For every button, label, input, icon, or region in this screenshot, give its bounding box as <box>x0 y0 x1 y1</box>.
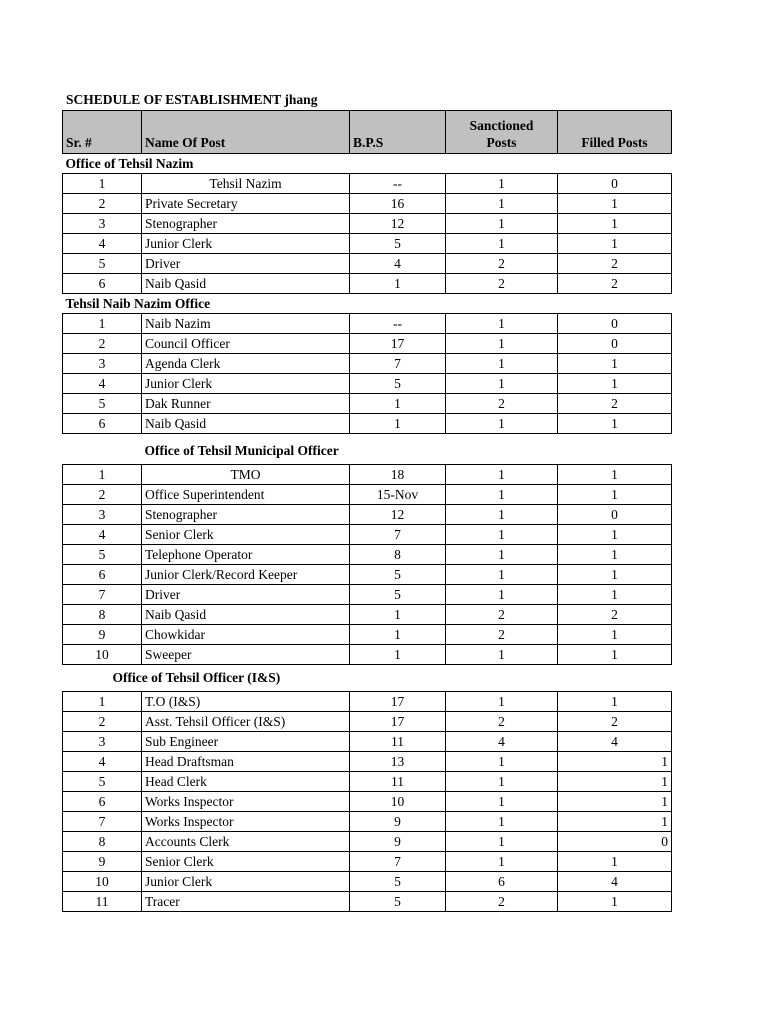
cell-filled: 1 <box>558 374 672 394</box>
cell-sanctioned: 1 <box>446 174 558 194</box>
cell-name-of-post: Head Clerk <box>142 772 350 792</box>
table-row <box>63 485 672 505</box>
cell-bps: 13 <box>350 752 446 772</box>
section-header-row <box>63 665 672 692</box>
cell-sanctioned: 4 <box>446 732 558 752</box>
table-row <box>63 812 672 832</box>
cell-filled: 2 <box>558 274 672 294</box>
table-row <box>63 394 672 414</box>
cell-name-of-post: Driver <box>142 254 350 274</box>
cell-filled: 1 <box>558 792 672 812</box>
cell-filled: 1 <box>558 852 672 872</box>
cell-bps: 5 <box>350 872 446 892</box>
cell-bps: 9 <box>350 832 446 852</box>
section-title: Office of Tehsil Nazim <box>63 154 672 174</box>
cell-sr: 5 <box>63 254 142 274</box>
table-row <box>63 194 672 214</box>
cell-bps: 7 <box>350 525 446 545</box>
cell-bps: 17 <box>350 712 446 732</box>
section-title: Office of Tehsil Municipal Officer <box>63 434 672 465</box>
cell-filled: 1 <box>558 625 672 645</box>
cell-filled: 4 <box>558 872 672 892</box>
cell-sanctioned: 1 <box>446 692 558 712</box>
table-row <box>63 752 672 772</box>
cell-filled: 1 <box>558 354 672 374</box>
cell-name-of-post: Telephone Operator <box>142 545 350 565</box>
cell-sanctioned: 1 <box>446 314 558 334</box>
cell-name-of-post: Naib Qasid <box>142 605 350 625</box>
section-header-row <box>63 154 672 174</box>
cell-sr: 3 <box>63 354 142 374</box>
cell-filled: 1 <box>558 565 672 585</box>
cell-filled: 1 <box>558 525 672 545</box>
cell-bps: 17 <box>350 692 446 712</box>
table-row <box>63 334 672 354</box>
cell-name-of-post: Private Secretary <box>142 194 350 214</box>
cell-name-of-post: Naib Qasid <box>142 414 350 434</box>
cell-sanctioned: 1 <box>446 465 558 485</box>
cell-name-of-post: Junior Clerk <box>142 872 350 892</box>
cell-sanctioned: 1 <box>446 485 558 505</box>
cell-name-of-post: Works Inspector <box>142 792 350 812</box>
cell-name-of-post: Tehsil Nazim <box>142 174 350 194</box>
cell-sr: 1 <box>63 692 142 712</box>
cell-sr: 1 <box>63 314 142 334</box>
cell-bps: 5 <box>350 565 446 585</box>
cell-name-of-post: Works Inspector <box>142 812 350 832</box>
cell-sanctioned: 1 <box>446 585 558 605</box>
cell-bps: -- <box>350 174 446 194</box>
table-row <box>63 585 672 605</box>
cell-sr: 2 <box>63 485 142 505</box>
cell-bps: 8 <box>350 545 446 565</box>
table-row <box>63 354 672 374</box>
cell-sr: 6 <box>63 414 142 434</box>
cell-name-of-post: Tracer <box>142 892 350 912</box>
cell-sr: 6 <box>63 274 142 294</box>
cell-sr: 4 <box>63 234 142 254</box>
table-row <box>63 254 672 274</box>
cell-bps: 1 <box>350 605 446 625</box>
cell-filled: 1 <box>558 772 672 792</box>
header-row <box>63 111 672 154</box>
document-title: SCHEDULE OF ESTABLISHMENT jhang <box>66 92 318 107</box>
cell-filled: 0 <box>558 832 672 852</box>
header-sanctioned-line2: Posts <box>486 135 517 150</box>
table-row <box>63 545 672 565</box>
header-sanctioned-line1: Sanctioned <box>469 118 534 133</box>
table-row <box>63 525 672 545</box>
section-header-row <box>63 294 672 314</box>
cell-bps: 11 <box>350 732 446 752</box>
cell-bps: 1 <box>350 645 446 665</box>
header-sanctioned-posts <box>446 111 558 154</box>
cell-sanctioned: 1 <box>446 194 558 214</box>
cell-filled: 1 <box>558 812 672 832</box>
section-title: Tehsil Naib Nazim Office <box>63 294 672 314</box>
cell-sanctioned: 1 <box>446 525 558 545</box>
cell-name-of-post: Sub Engineer <box>142 732 350 752</box>
table-row <box>63 892 672 912</box>
cell-sanctioned: 1 <box>446 645 558 665</box>
header-bps: B.P.S <box>350 111 446 154</box>
cell-bps: 1 <box>350 625 446 645</box>
cell-bps: 16 <box>350 194 446 214</box>
table-row <box>63 772 672 792</box>
cell-sr: 5 <box>63 394 142 414</box>
cell-filled: 2 <box>558 254 672 274</box>
cell-name-of-post: Junior Clerk <box>142 234 350 254</box>
cell-sr: 4 <box>63 374 142 394</box>
cell-sr: 10 <box>63 872 142 892</box>
cell-sanctioned: 2 <box>446 625 558 645</box>
cell-filled: 0 <box>558 505 672 525</box>
cell-sanctioned: 1 <box>446 852 558 872</box>
table-body <box>63 154 672 912</box>
table-row <box>63 234 672 254</box>
cell-filled: 1 <box>558 214 672 234</box>
table-row <box>63 214 672 234</box>
cell-bps: 7 <box>350 852 446 872</box>
cell-filled: 2 <box>558 605 672 625</box>
cell-name-of-post: Stenographer <box>142 505 350 525</box>
cell-bps: 12 <box>350 505 446 525</box>
cell-sanctioned: 2 <box>446 394 558 414</box>
cell-filled: 1 <box>558 545 672 565</box>
header-name-of-post: Name Of Post <box>142 111 350 154</box>
table-row <box>63 565 672 585</box>
cell-sanctioned: 1 <box>446 414 558 434</box>
cell-name-of-post: Head Draftsman <box>142 752 350 772</box>
table-row <box>63 374 672 394</box>
cell-filled: 1 <box>558 465 672 485</box>
cell-sanctioned: 1 <box>446 334 558 354</box>
table-row <box>63 605 672 625</box>
cell-bps: 4 <box>350 254 446 274</box>
cell-sr: 2 <box>63 712 142 732</box>
table-row <box>63 465 672 485</box>
cell-sanctioned: 2 <box>446 605 558 625</box>
cell-sanctioned: 1 <box>446 545 558 565</box>
cell-sanctioned: 1 <box>446 812 558 832</box>
cell-filled: 1 <box>558 485 672 505</box>
cell-bps: -- <box>350 314 446 334</box>
cell-filled: 2 <box>558 394 672 414</box>
cell-sr: 4 <box>63 525 142 545</box>
cell-bps: 1 <box>350 274 446 294</box>
cell-sr: 2 <box>63 194 142 214</box>
header-filled-posts: Filled Posts <box>558 111 672 154</box>
cell-sr: 6 <box>63 792 142 812</box>
cell-filled: 1 <box>558 414 672 434</box>
table-row <box>63 692 672 712</box>
cell-filled: 0 <box>558 334 672 354</box>
cell-filled: 1 <box>558 692 672 712</box>
cell-name-of-post: Asst. Tehsil Officer (I&S) <box>142 712 350 732</box>
cell-sr: 8 <box>63 832 142 852</box>
section-header-row <box>63 434 672 465</box>
cell-filled: 1 <box>558 892 672 912</box>
cell-bps: 17 <box>350 334 446 354</box>
cell-filled: 2 <box>558 712 672 732</box>
cell-bps: 1 <box>350 394 446 414</box>
cell-sr: 3 <box>63 505 142 525</box>
table-row <box>63 792 672 812</box>
cell-sr: 9 <box>63 625 142 645</box>
cell-name-of-post: Junior Clerk <box>142 374 350 394</box>
cell-bps: 15-Nov <box>350 485 446 505</box>
cell-name-of-post: T.O (I&S) <box>142 692 350 712</box>
cell-sr: 4 <box>63 752 142 772</box>
table-row <box>63 274 672 294</box>
cell-sanctioned: 2 <box>446 254 558 274</box>
cell-name-of-post: Stenographer <box>142 214 350 234</box>
cell-filled: 0 <box>558 174 672 194</box>
cell-sr: 5 <box>63 772 142 792</box>
table-row <box>63 314 672 334</box>
cell-bps: 5 <box>350 234 446 254</box>
cell-sanctioned: 1 <box>446 752 558 772</box>
cell-sr: 1 <box>63 465 142 485</box>
cell-bps: 7 <box>350 354 446 374</box>
cell-bps: 18 <box>350 465 446 485</box>
section-title: Office of Tehsil Officer (I&S) <box>63 665 672 692</box>
cell-name-of-post: Chowkidar <box>142 625 350 645</box>
table-row <box>63 712 672 732</box>
table-row <box>63 505 672 525</box>
table-row <box>63 625 672 645</box>
cell-name-of-post: Junior Clerk/Record Keeper <box>142 565 350 585</box>
table-row <box>63 174 672 194</box>
table-row <box>63 872 672 892</box>
cell-filled: 1 <box>558 234 672 254</box>
cell-bps: 5 <box>350 892 446 912</box>
table-row <box>63 832 672 852</box>
cell-name-of-post: Council Officer <box>142 334 350 354</box>
cell-filled: 4 <box>558 732 672 752</box>
cell-sanctioned: 1 <box>446 234 558 254</box>
table-row <box>63 645 672 665</box>
cell-filled: 1 <box>558 585 672 605</box>
cell-name-of-post: Sweeper <box>142 645 350 665</box>
cell-sanctioned: 6 <box>446 872 558 892</box>
cell-sr: 9 <box>63 852 142 872</box>
cell-name-of-post: TMO <box>142 465 350 485</box>
cell-name-of-post: Senior Clerk <box>142 852 350 872</box>
cell-name-of-post: Agenda Clerk <box>142 354 350 374</box>
cell-sr: 2 <box>63 334 142 354</box>
establishment-table <box>62 110 672 912</box>
cell-sr: 8 <box>63 605 142 625</box>
cell-bps: 5 <box>350 585 446 605</box>
table-row <box>63 414 672 434</box>
cell-bps: 12 <box>350 214 446 234</box>
cell-sanctioned: 1 <box>446 374 558 394</box>
cell-sr: 1 <box>63 174 142 194</box>
cell-name-of-post: Senior Clerk <box>142 525 350 545</box>
cell-sr: 6 <box>63 565 142 585</box>
cell-sr: 7 <box>63 812 142 832</box>
cell-sr: 11 <box>63 892 142 912</box>
cell-bps: 5 <box>350 374 446 394</box>
cell-sr: 5 <box>63 545 142 565</box>
cell-sanctioned: 1 <box>446 792 558 812</box>
cell-sr: 7 <box>63 585 142 605</box>
cell-filled: 0 <box>558 314 672 334</box>
cell-filled: 1 <box>558 194 672 214</box>
cell-bps: 9 <box>350 812 446 832</box>
cell-sanctioned: 1 <box>446 214 558 234</box>
cell-sr: 3 <box>63 214 142 234</box>
cell-bps: 11 <box>350 772 446 792</box>
cell-sanctioned: 1 <box>446 832 558 852</box>
cell-sanctioned: 2 <box>446 274 558 294</box>
cell-sr: 10 <box>63 645 142 665</box>
header-sr: Sr. # <box>63 111 142 154</box>
cell-name-of-post: Naib Nazim <box>142 314 350 334</box>
cell-bps: 10 <box>350 792 446 812</box>
cell-sanctioned: 2 <box>446 892 558 912</box>
cell-name-of-post: Driver <box>142 585 350 605</box>
cell-bps: 1 <box>350 414 446 434</box>
cell-sanctioned: 1 <box>446 772 558 792</box>
table-row <box>63 732 672 752</box>
cell-sr: 3 <box>63 732 142 752</box>
cell-sanctioned: 2 <box>446 712 558 732</box>
table-row <box>63 852 672 872</box>
cell-name-of-post: Naib Qasid <box>142 274 350 294</box>
cell-sanctioned: 1 <box>446 505 558 525</box>
cell-name-of-post: Accounts Clerk <box>142 832 350 852</box>
cell-sanctioned: 1 <box>446 354 558 374</box>
cell-name-of-post: Office Superintendent <box>142 485 350 505</box>
cell-filled: 1 <box>558 752 672 772</box>
cell-name-of-post: Dak Runner <box>142 394 350 414</box>
cell-filled: 1 <box>558 645 672 665</box>
cell-sanctioned: 1 <box>446 565 558 585</box>
